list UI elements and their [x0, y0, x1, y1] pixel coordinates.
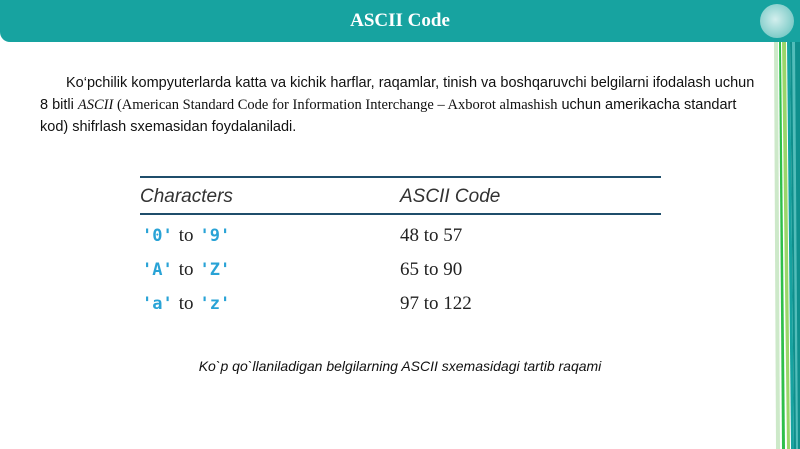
characters-cell — [142, 225, 230, 247]
table-header-rule — [140, 213, 661, 215]
range-separator: to — [178, 225, 194, 246]
slide-title: ASCII Code — [350, 10, 450, 31]
header-characters: Characters — [140, 186, 233, 207]
code-range-cell: 65 to 90 — [400, 259, 463, 280]
range-end: 'Z' — [199, 260, 231, 280]
corner-circle-decoration — [760, 4, 794, 38]
range-end: '9' — [199, 226, 231, 246]
range-separator: to — [178, 293, 194, 314]
table-row — [140, 293, 661, 323]
header-ascii-code: ASCII Code — [400, 186, 501, 207]
intro-text-1: Ko‘pchilik kompyuterlarda katta va kichik harflar, raqamlar, tinish va boshqaruvchi belgilarni ifodalash uchun 8 bitli — [40, 75, 755, 113]
table-caption: Ko`p qo`llaniladigan belgilarning ASCII sxemasidagi tartib raqami — [198, 358, 602, 374]
intro-text-3: uchun amerikacha standart kod) shifrlash sxemasidan foydalaniladi. — [40, 97, 737, 135]
table-row — [140, 259, 661, 289]
table-top-rule — [140, 176, 661, 178]
right-stripe-decoration — [768, 42, 800, 449]
characters-cell — [142, 259, 230, 281]
range-start: 'a' — [142, 294, 173, 314]
range-start: '0' — [142, 226, 173, 246]
code-range-cell: 48 to 57 — [400, 225, 463, 246]
intro-text-2: (American Standard Code for Information Interchange – Axborot almashish — [113, 97, 558, 113]
range-separator: to — [178, 259, 194, 280]
code-range-cell: 97 to 122 — [400, 293, 472, 314]
intro-paragraph — [40, 72, 760, 138]
characters-cell — [142, 293, 230, 315]
range-start: 'A' — [142, 260, 173, 280]
ascii-term: ASCII — [77, 97, 114, 113]
range-end: 'z' — [199, 294, 231, 314]
title-bar — [0, 0, 800, 42]
table-row — [140, 225, 661, 255]
